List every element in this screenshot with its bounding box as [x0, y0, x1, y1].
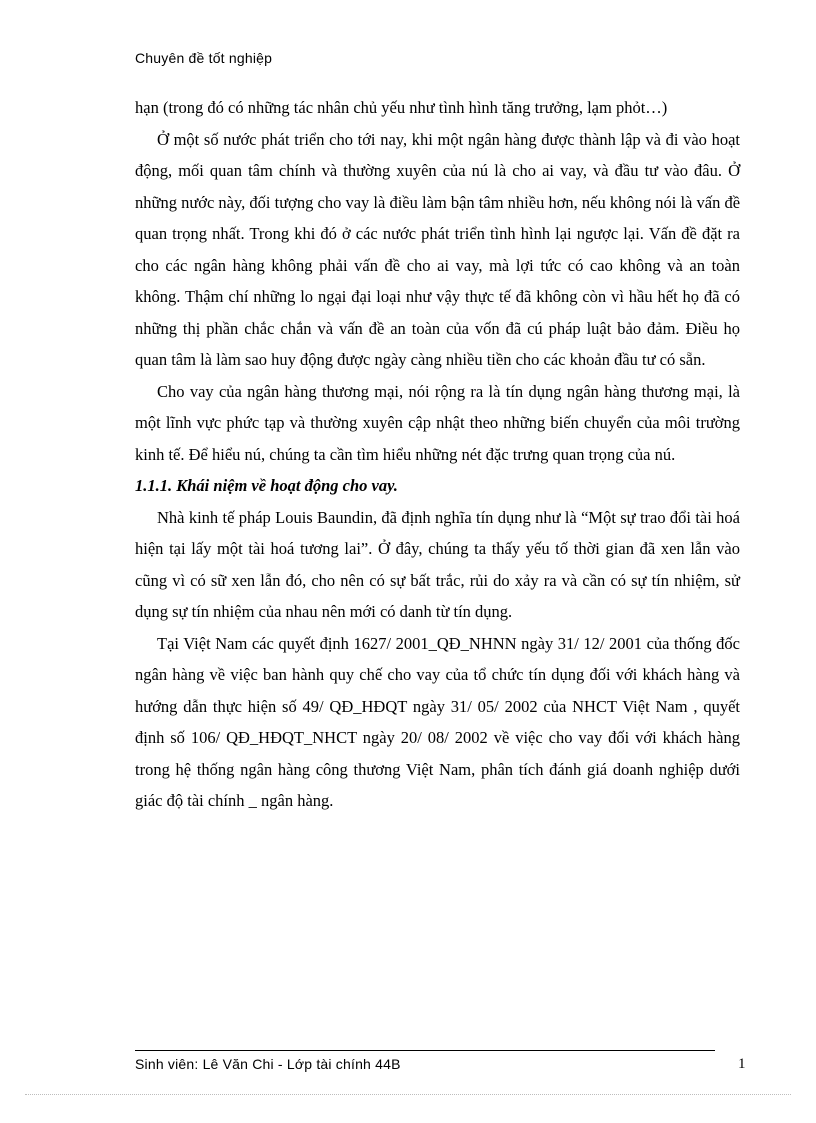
- footer-student-info: Sinh viên: Lê Văn Chi - Lớp tài chính 44B: [135, 1056, 401, 1072]
- footer-divider: [135, 1050, 715, 1051]
- paragraph-credit-definition: Nhà kinh tế pháp Louis Baundin, đã định nghĩa tín dụng như là “Một sự trao đổi tài hoá hiện tại lấy một tài hoá tương lai”. Ở đây, chúng ta thấy yếu tố thời gian đã xen lẫn vào cũng vì có sữ xen lẫn đó, cho nên có sự bất trắc, rủi do xảy ra và cần có sự tín nhiệm, sử dụng sự tín nhiệm của nhau nên mới có danh từ tín dụng.: [135, 507, 740, 621]
- paragraph-commercial-lending: Cho vay của ngân hàng thương mại, nói rộng ra là tín dụng ngân hàng thương mại, là một lĩnh vực phức tạp và thường xuyên cập nhật theo những biến chuyển của môi trường kinh tế. Để hiểu nú, chúng ta cần tìm hiểu những nét đặc trưng quan trọng của nú.: [135, 381, 740, 464]
- paragraph-vietnam-regulations: Tại Việt Nam các quyết định 1627/ 2001_QĐ_NHNN ngày 31/ 12/ 2001 của thống đốc ngân hàng về việc ban hành quy chế cho vay của tổ chức tín dụng đối với khách hàng và hướng dẫn thực hiện số 49/ QĐ_HĐQT ngày 31/ 05/ 2002 của NHCT Việt Nam , quyết định số 106/ QĐ_HĐQT_NHCT ngày 20/ 08/ 2002 về việc cho vay đối với khách hàng trong hệ thống ngân hàng công thương Việt Nam, phân tích đánh giá doanh nghiệp dưới giác độ tài chính _ ngân hàng.: [135, 633, 740, 810]
- page-number: 1: [738, 1056, 746, 1072]
- paragraph-continuation: hạn (trong đó có những tác nhân chủ yếu như tình hình tăng trưởng, lạm phỏt…): [135, 98, 668, 117]
- page-bottom-dotted-edge: [25, 1094, 791, 1095]
- page-header-title: Chuyên đề tốt nghiệp: [135, 50, 273, 66]
- document-body: [135, 92, 740, 817]
- paragraph-developed-countries: Ở một số nước phát triển cho tới nay, khi một ngân hàng được thành lập và đi vào hoạt động, mối quan tâm chính và thường xuyên của nú là cho ai vay, và đầu tư vào đâu. Ở những nước này, đối tượng cho vay là điều làm bận tâm nhiều hơn, nếu không nói là vấn đề quan trọng nhất. Trong khi đó ở các nước phát triển tình hình lại ngược lại. Vấn đề đặt ra cho các ngân hàng không phải vấn đề cho ai vay, mà lợi tức có cao không và an toàn không. Thậm chí những lo ngại đại loại như vậy thực tế đã không còn vì hầu hết họ đã có những thị phần chắc chắn và vấn đề an toàn của vốn đã cú pháp luật bảo đảm. Điều họ quan tâm là làm sao huy động được ngày càng nhiều tiền cho các khoản đầu tư có sẵn.: [135, 129, 741, 369]
- section-heading: 1.1.1. Khái niệm về hoạt động cho vay.: [135, 476, 398, 495]
